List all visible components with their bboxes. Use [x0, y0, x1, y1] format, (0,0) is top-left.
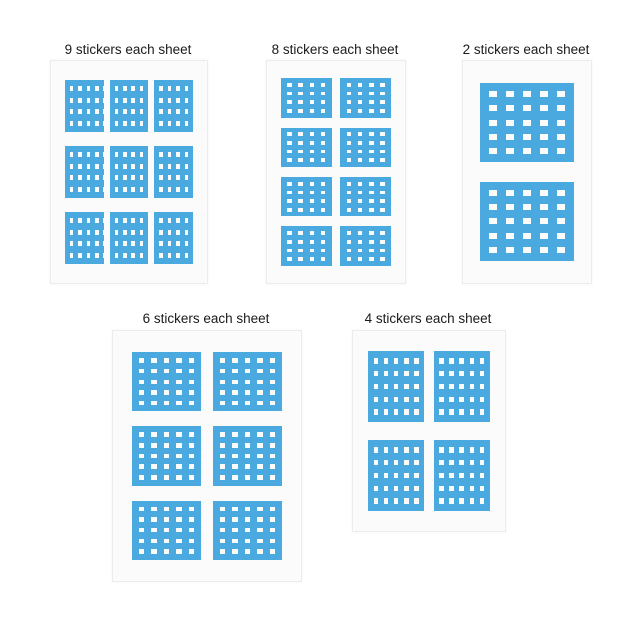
cross-tape-patch	[132, 426, 202, 485]
sticker-sheet-4	[352, 330, 506, 532]
panel-title-9: 9 stickers each sheet	[64, 42, 192, 57]
sticker-sheet-9	[50, 60, 208, 284]
cross-tape-patch	[368, 440, 424, 511]
cross-tape-patch	[281, 128, 332, 168]
cross-tape-patch	[110, 146, 148, 199]
panel-title-2: 2 stickers each sheet	[462, 42, 590, 57]
sticker-sheet-2	[462, 60, 592, 284]
cross-tape-patch	[434, 440, 490, 511]
panel-title-6: 6 stickers each sheet	[142, 311, 270, 326]
cross-tape-patch	[281, 226, 332, 266]
cross-tape-patch	[340, 78, 391, 118]
cross-tape-patch	[154, 212, 192, 265]
cross-tape-patch	[340, 128, 391, 168]
cross-tape-patch	[281, 78, 332, 118]
cross-tape-patch	[154, 80, 192, 133]
cross-tape-patch	[213, 352, 283, 411]
panel-title-4: 4 stickers each sheet	[364, 311, 492, 326]
cross-tape-patch	[340, 226, 391, 266]
panel-title-8: 8 stickers each sheet	[271, 42, 399, 57]
cross-tape-patch	[340, 177, 391, 217]
cross-tape-patch	[434, 351, 490, 422]
cross-tape-patch	[213, 426, 283, 485]
cross-tape-patch	[281, 177, 332, 217]
sticker-sheet-8	[266, 60, 406, 284]
cross-tape-patch	[213, 501, 283, 560]
cross-tape-patch	[65, 80, 103, 133]
cross-tape-patch	[154, 146, 192, 199]
cross-tape-patch	[132, 501, 202, 560]
cross-tape-patch	[132, 352, 202, 411]
cross-tape-patch	[65, 212, 103, 265]
cross-tape-patch	[368, 351, 424, 422]
cross-tape-patch	[110, 212, 148, 265]
cross-tape-patch	[65, 146, 103, 199]
cross-tape-patch	[110, 80, 148, 133]
cross-tape-patch	[480, 83, 575, 162]
sticker-sheet-6	[112, 330, 302, 582]
cross-tape-patch	[480, 182, 575, 261]
